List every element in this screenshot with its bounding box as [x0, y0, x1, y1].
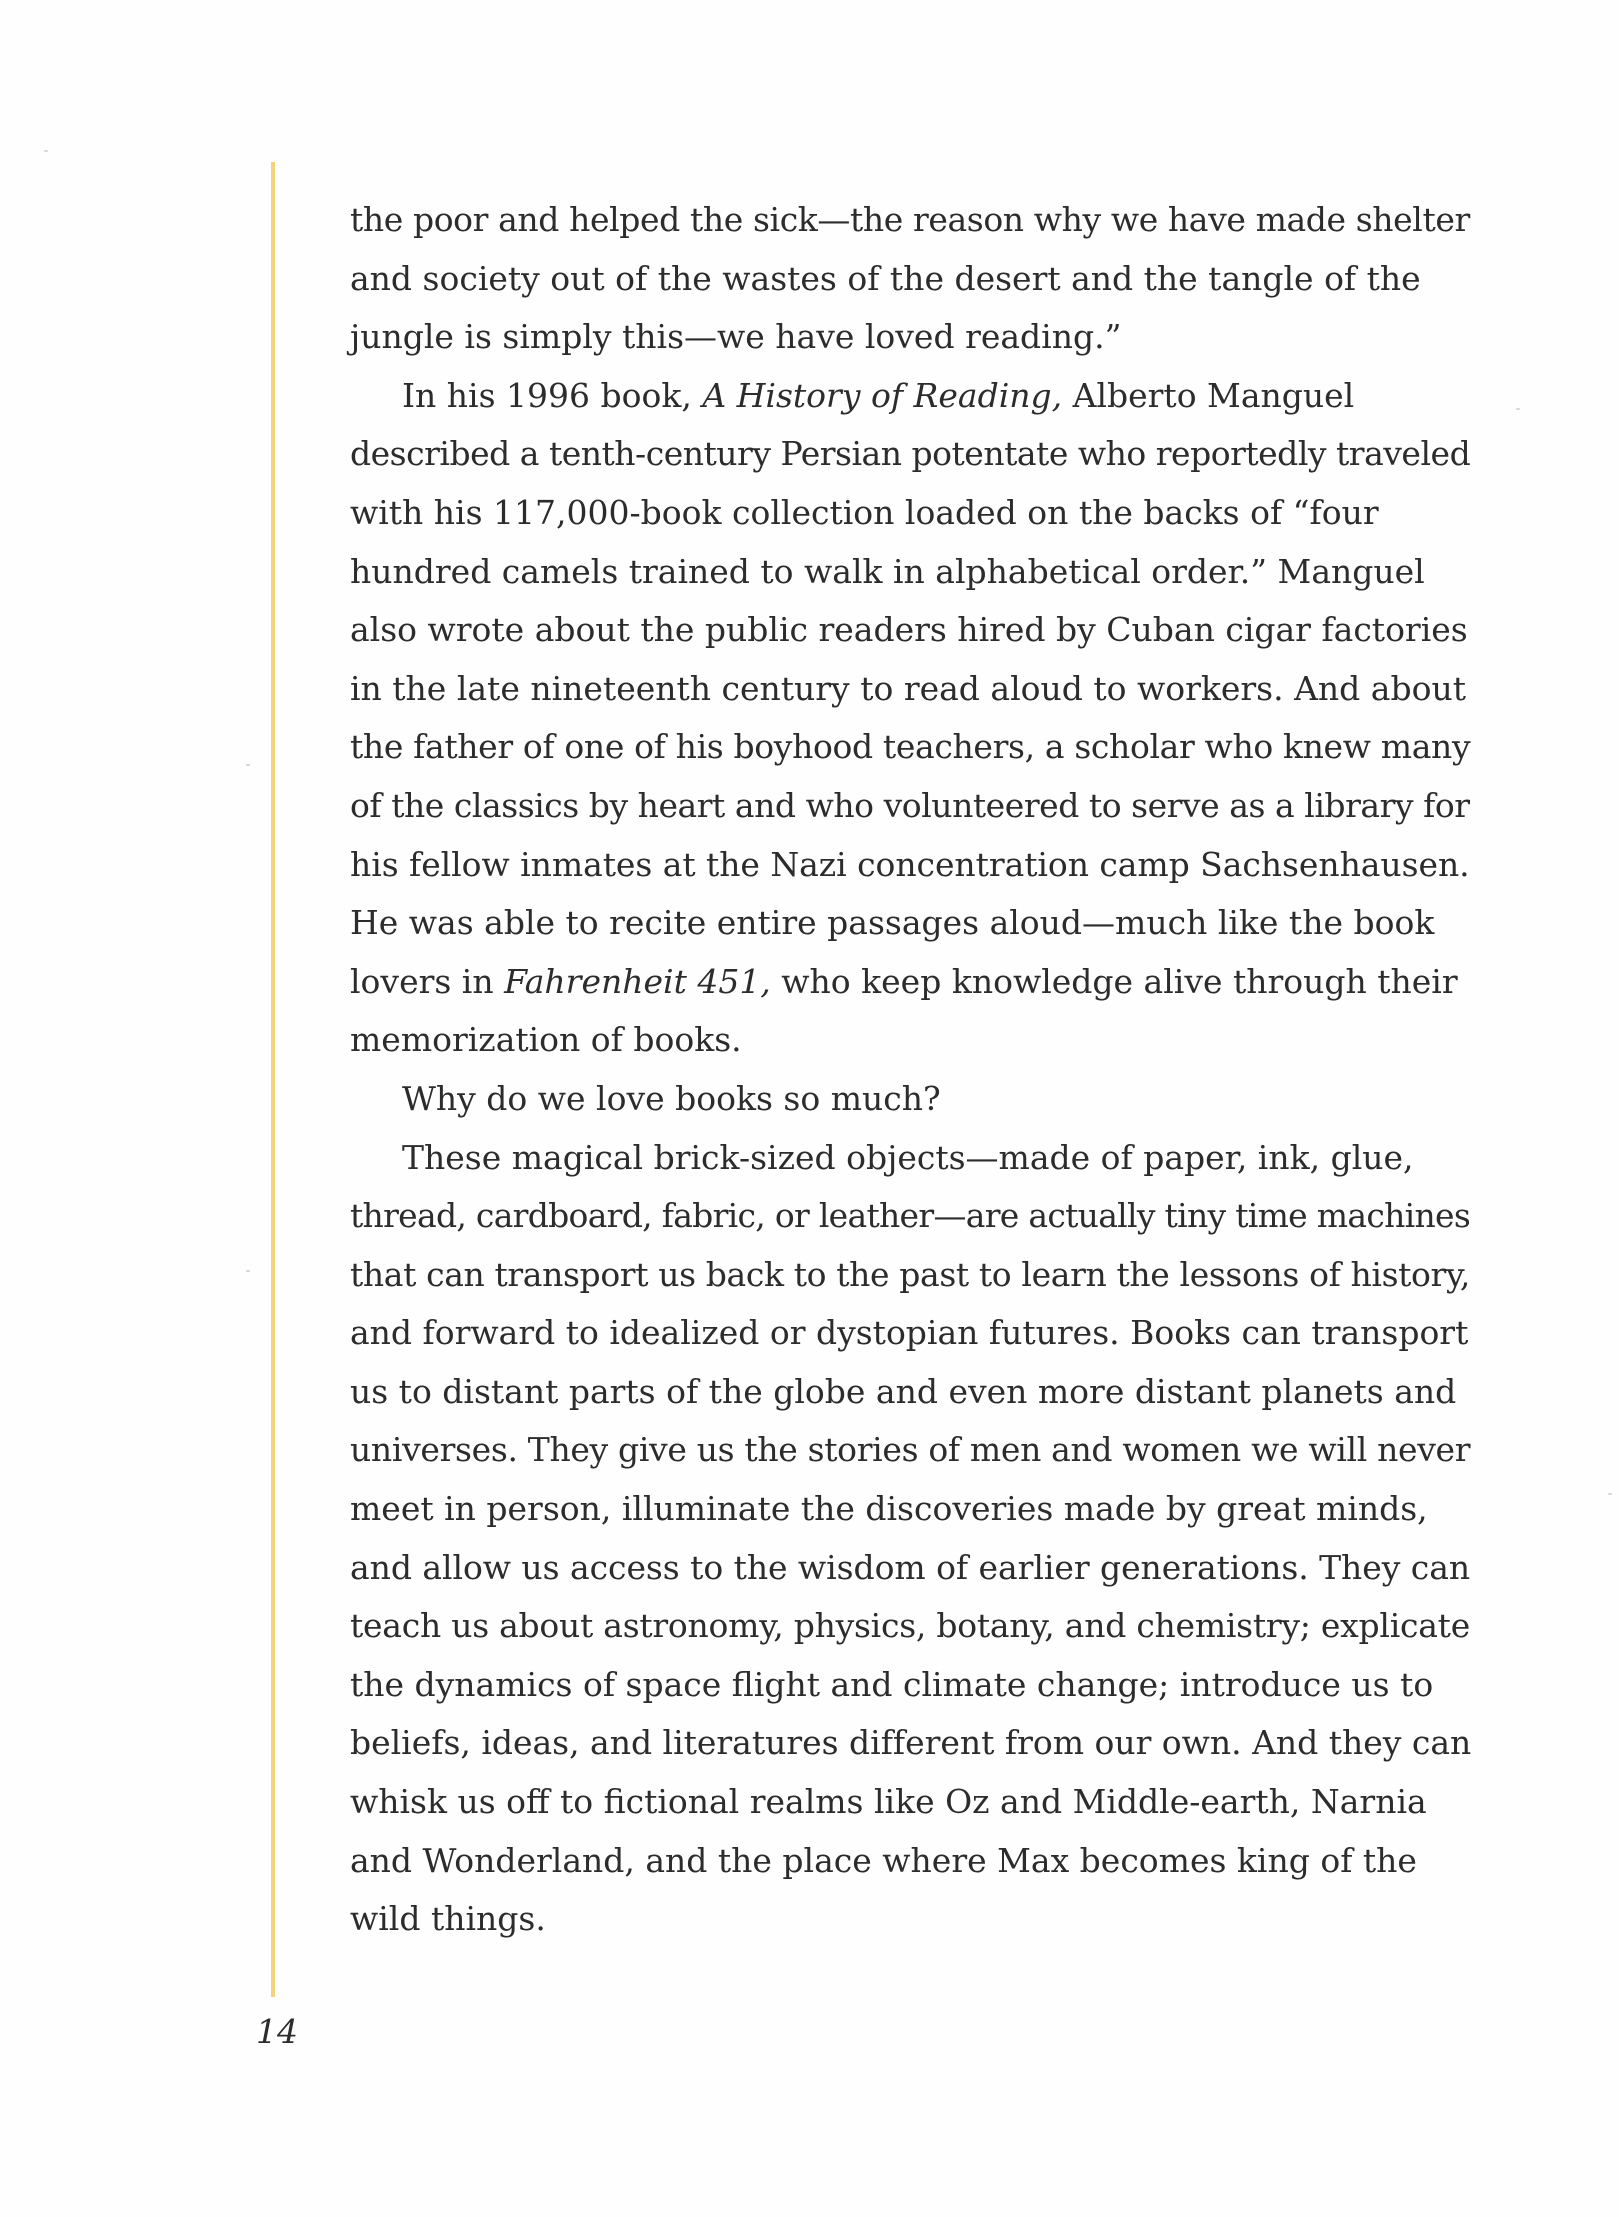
text-line: [350, 1246, 1470, 1305]
body-text: [350, 191, 1470, 1949]
scan-speck: [246, 764, 250, 766]
scan-speck: [1608, 1493, 1612, 1495]
text-line: [350, 191, 1470, 250]
page-number: 14: [256, 2012, 298, 2051]
text-run: universes. They give us the stories of men and women we will never: [350, 1430, 1471, 1470]
text-run: Alberto Manguel: [1062, 375, 1355, 415]
text-line: [350, 1187, 1470, 1246]
text-run: meet in person, illuminate the discoveries made by great minds,: [350, 1489, 1428, 1529]
text-line: [350, 1070, 1470, 1129]
text-line: [350, 777, 1470, 836]
text-line: [350, 718, 1470, 777]
text-line: [350, 308, 1470, 367]
text-line: [350, 1480, 1470, 1539]
text-run: wild things.: [350, 1899, 546, 1939]
text-line: [350, 1363, 1470, 1422]
text-line: [350, 660, 1470, 719]
text-run: that can transport us back to the past to learn the lessons of history,: [350, 1254, 1470, 1294]
text-run: hundred camels trained to walk in alphabetical order.” Manguel: [350, 551, 1425, 591]
italic-title: Fahrenheit 451,: [504, 961, 771, 1001]
text-line: [350, 1714, 1470, 1773]
text-run: also wrote about the public readers hired by Cuban cigar factories: [350, 610, 1468, 650]
text-line: [350, 367, 1470, 426]
text-line: [350, 425, 1470, 484]
text-line: [350, 1773, 1470, 1832]
text-line: [350, 1656, 1470, 1715]
text-run: and Wonderland, and the place where Max becomes king of the: [350, 1840, 1417, 1880]
text-run: He was able to recite entire passages aloud—much like the book: [350, 903, 1435, 943]
text-line: [350, 250, 1470, 309]
text-run: thread, cardboard, fabric, or leather—are actually tiny time machines: [350, 1196, 1471, 1236]
text-run: his fellow inmates at the Nazi concentration camp Sachsenhausen.: [350, 844, 1470, 884]
text-run: and allow us access to the wisdom of earlier generations. They can: [350, 1547, 1471, 1587]
text-run: jungle is simply this—we have loved reading.”: [350, 317, 1122, 357]
text-line: [350, 1421, 1470, 1480]
text-line: [350, 953, 1470, 1012]
text-run: who keep knowledge alive through their: [770, 961, 1458, 1001]
text-line: [350, 1304, 1470, 1363]
text-run: Why do we love books so much?: [402, 1078, 941, 1118]
text-line: [350, 1539, 1470, 1598]
text-line: [350, 1129, 1470, 1188]
text-run: teach us about astronomy, physics, botany, and chemistry; explicate: [350, 1606, 1470, 1646]
text-run: In his 1996 book,: [402, 375, 703, 415]
text-run: These magical brick-sized objects—made of paper, ink, glue,: [402, 1137, 1414, 1177]
text-run: whisk us off to fictional realms like Oz and Middle-earth, Narnia: [350, 1782, 1427, 1822]
text-line: [350, 1011, 1470, 1070]
text-run: lovers in: [350, 961, 505, 1001]
text-line: [350, 1890, 1470, 1949]
text-line: [350, 601, 1470, 660]
text-run: and society out of the wastes of the desert and the tangle of the: [350, 258, 1421, 298]
text-run: the dynamics of space flight and climate change; introduce us to: [350, 1664, 1434, 1704]
text-run: beliefs, ideas, and literatures different from our own. And they can: [350, 1723, 1472, 1763]
text-run: us to distant parts of the globe and even more distant planets and: [350, 1371, 1457, 1411]
italic-title: A History of Reading,: [702, 375, 1063, 415]
text-run: the father of one of his boyhood teachers, a scholar who knew many: [350, 727, 1471, 767]
text-run: with his 117,000-book collection loaded on the backs of “four: [350, 492, 1379, 532]
text-line: [350, 484, 1470, 543]
text-line: [350, 543, 1470, 602]
margin-rule: [271, 162, 275, 1997]
scan-speck: [44, 150, 48, 152]
text-run: in the late nineteenth century to read aloud to workers. And about: [350, 668, 1466, 708]
text-run: memorization of books.: [350, 1020, 742, 1060]
text-line: [350, 836, 1470, 895]
text-run: and forward to idealized or dystopian futures. Books can transport: [350, 1313, 1469, 1353]
scan-speck: [246, 1270, 250, 1272]
scan-speck: [1516, 408, 1520, 410]
text-line: [350, 894, 1470, 953]
text-line: [350, 1597, 1470, 1656]
text-run: of the classics by heart and who volunteered to serve as a library for: [350, 785, 1470, 825]
text-run: the poor and helped the sick—the reason why we have made shelter: [350, 200, 1470, 239]
text-line: [350, 1832, 1470, 1891]
text-run: described a tenth-century Persian potentate who reportedly traveled: [350, 434, 1471, 474]
